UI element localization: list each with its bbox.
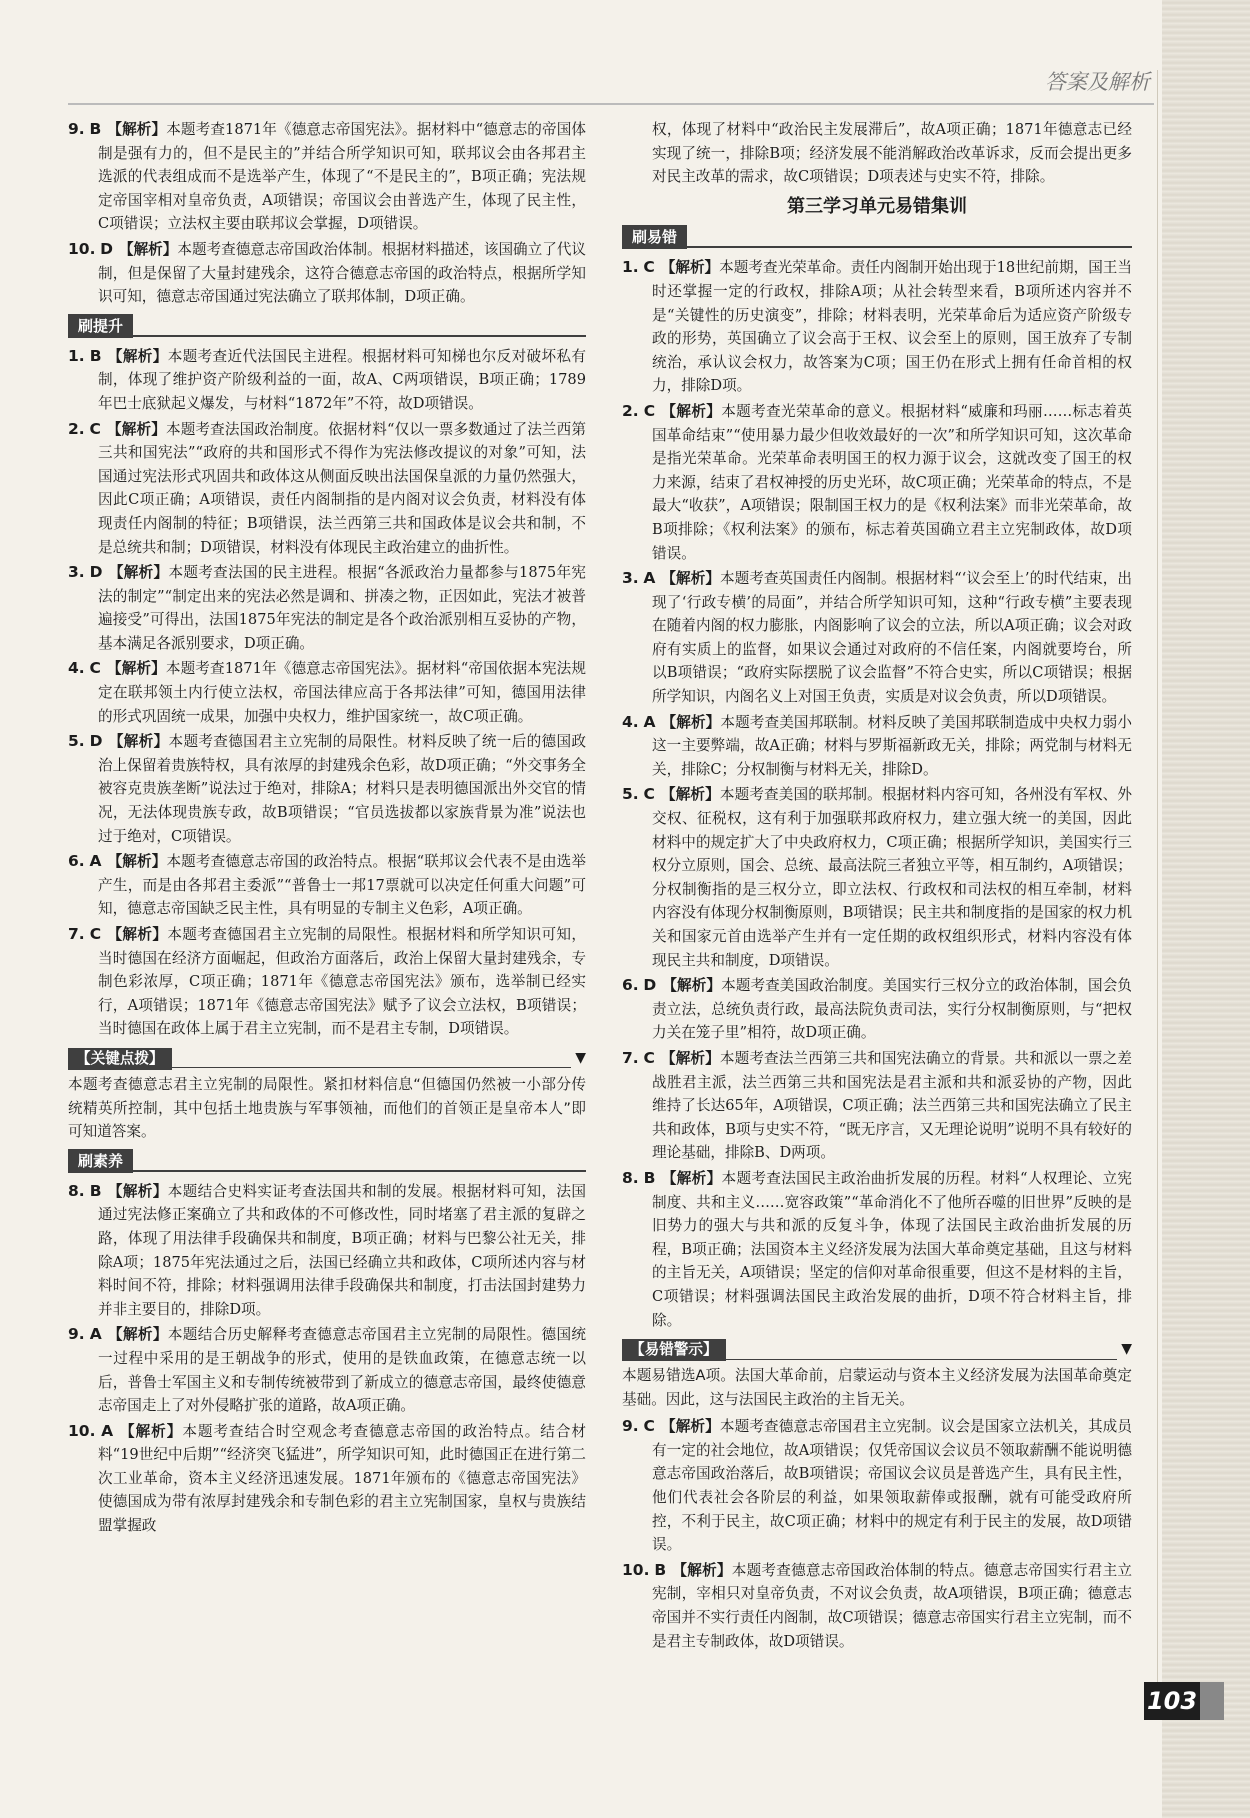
question-number: 8. [68,1181,85,1200]
answer-item [622,711,1132,782]
analysis-tag: 【解析】 [107,347,168,365]
answer-letter: B [89,346,102,365]
answer-letter: A [89,852,102,871]
analysis-tag: 【解析】 [661,402,722,420]
analysis-text: 本题考查法兰西第三共和国宪法确立的背景。共和派以一票之差战胜君主派，法兰西第三共和国宪法是君主派和共和派妥协的产物，因此维持了长达65年，A项错误，C项正确；法兰西第三共和国宪法确立了民主共和政体，B项与史实不符，“既无序言，又无理论说明”说明不具有较好的理论基础，排除B、D两项。 [652,1049,1132,1162]
analysis-tag: 【解析】 [661,1169,722,1187]
header-rule [68,103,1154,105]
question-number: 3. [68,563,85,582]
answer-letter: A [643,712,656,731]
analysis-text: 本题考查法国民主政治曲折发展的历程。材料“人权理论、立宪制度、共和主义……宽容政策”“革命消化不了他所吞噬的旧世界”反映的是旧势力的强大与共和派的反复斗争，体现了法国民主政治曲折发展的历程，B项正确；法国资本主义经济发展为法国大革命奠定基础，且这与材料的主旨无关，A项错误；坚定的信仰对革命很重要，但这不是材料的主旨，C项错误；材料强调法国民主政治发展的曲折，D项不符合材料主旨，排除。 [652,1169,1133,1329]
tip-body-right: 本题易错选A项。法国大革命前，启蒙运动与资本主义经济发展为法国革命奠定基础。因此，这与法国民主政治的主旨无关。 [622,1367,1132,1408]
question-number: 1. [68,346,85,365]
question-number: 7. [68,925,85,943]
section-label: 刷提升 [68,314,133,338]
question-number: 9. [68,1325,85,1344]
tip-label: 【易错警示】 [622,1339,726,1361]
analysis-text: 本题考查德意志帝国政治体制的特点。德意志帝国实行君主立宪制，宰相只对皇帝负责，不对议会负责，故A项错误，B项正确；德意志帝国并不实行责任内阁制，故C项错误；德意志帝国实行君主立宪制，而不是君主专制政体，故D项错误。 [652,1561,1132,1650]
analysis-text: 本题考查德意志帝国君主立宪制。议会是国家立法机关，其成员有一定的社会地位，故A项错误；仅凭帝国议会议员不领取薪酬不能说明德意志帝国政治落后，故B项错误；帝国议会议员是普选产生，具有民主性，他们代表社会各阶层的利益，如果领取薪俸或报酬，就有可能受政府所控，不利于民主，故C项正确；材料中的规定有利于民主的发展，故D项错误。 [652,1418,1132,1554]
analysis-tag: 【解析】 [107,926,168,943]
analysis-tag: 【解析】 [107,1182,168,1200]
analysis-tag: 【解析】 [107,853,167,871]
analysis-tag: 【解析】 [108,564,169,582]
continuation-text: 权，体现了材料中“政治民主发展滞后”，故A项正确；1871年德意志已经实现了统一，排除B项；经济发展不能消解政治改革诉求，反而会提出更多对民主改革的需求，故C项错误；D项表述与史实不符，排除。 [652,121,1132,186]
left-items-1 [68,118,586,309]
answer-letter: B [643,1168,656,1187]
answer-item [622,783,1132,972]
analysis-text: 本题考查光荣革命的意义。根据材料“威廉和玛丽……标志着英国革命结束”“使用暴力最少但收效最好的一次”和所学知识可知，这次革命是指光荣革命。光荣革命表明国王的权力源于议会，这就改变了国王的权力来源，结束了君权神授的历史光环，故C项正确；光荣革命的特点，不是最大“收获”，A项错误；限制国王权力的是《权利法案》而非光荣革命，故B项排除；《权利法案》的颁布，标志着英国确立君主立宪制政体，故D项错误。 [652,402,1132,562]
analysis-tag: 【解析】 [660,1418,720,1436]
answer-letter: A [643,569,656,588]
question-number: 6. [622,976,639,995]
question-number: 10. [622,1560,650,1579]
question-number: 5. [68,732,85,751]
analysis-text: 本题考查1871年《德意志帝国宪法》。据材料中“德意志的帝国体制是强有力的，但不是民主的”并结合所学知识可知，联邦议会由各邦君主选派的代表组成而不是选举产生，体现了“不是民主的”，B项正确；宪法规定帝国宰相对皇帝负责，A项错误；帝国议会由普选产生，体现了民主性，C项错误；立法权主要由联邦议会掌握，D项错误。 [98,121,586,233]
answer-item [622,1047,1132,1165]
analysis-tag: 【解析】 [662,977,722,995]
tip-rule [726,1359,1118,1360]
divider [1157,70,1158,1710]
tip-label: 【关键点拨】 [68,1048,172,1070]
tip-body-left: 本题考查德意志君主立宪制的局限性。紧扣材料信息“但德国仍然被一小部分传统精英所控制，其中包括土地贵族与军事领袖，而他们的首领正是皇帝本人”即可知道答案。 [68,1075,586,1141]
tip-header-right [622,1338,1132,1362]
answer-letter: C [643,258,655,277]
answer-letter: D [89,732,103,751]
section-yicuo [622,224,1132,250]
left-items-2 [68,345,586,1041]
analysis-tag: 【解析】 [661,713,721,731]
analysis-text: 本题考查1871年《德意志帝国宪法》。据材料“帝国依据本宪法规定在联邦领土内行使立法权，帝国法律应高于各邦法律”可知，德国用法律的形式巩固统一成果，加强中央权力，维护国家统一，故C项正确。 [98,660,586,725]
answer-item [68,345,586,416]
answer-letter: D [643,976,657,995]
answer-letter: B [89,120,102,138]
corner-decoration [1200,1682,1224,1720]
answer-item [68,850,586,921]
right-column [622,118,1132,1655]
answer-item [622,1559,1132,1653]
page-number: 103 [1144,1682,1200,1720]
answer-item [622,256,1132,398]
section-tisheng [68,313,586,339]
answer-letter: C [89,659,101,678]
analysis-tag: 【解析】 [106,660,166,678]
right-items-2 [622,1415,1132,1653]
analysis-text: 本题考查近代法国民主进程。根据材料可知梯也尔反对破坏私有制，体现了维护资产阶级利益的一面，故A、C两项错误，B项正确；1789年巴士底狱起义爆发，与材料“1872年”不符，故D项错误。 [98,347,586,412]
answer-item [68,561,586,655]
section-rule [687,246,1132,248]
answer-item [68,1420,586,1538]
answer-item [68,1323,586,1417]
section-rule [133,1170,586,1172]
tip-rule [172,1067,572,1068]
triangle-down-icon: ▼ [575,1050,586,1067]
analysis-text: 本题考查美国的联邦制。根据材料内容可知，各州没有军权、外交权、征税权，这有利于加强联邦政府权力，建立强大统一的美国，因此材料中的规定扩大了中央政府权力，C项正确；根据所学知识，美国实行三权分立原则，国会、总统、最高法院三者独立平等，相互制约，A项错误；分权制衡指的是三权分立，即立法权、行政权和司法权的相互牵制，材料内容没有体现分权制衡原则，B项错误；民主共和制度指的是国家的权力机关和国家元首由选举产生并有一定任期的政权组织形式，材料内容没有体现民主共和制度，D项错误。 [652,786,1132,969]
question-number: 3. [622,569,639,588]
answer-letter: C [643,401,656,420]
answer-item [68,118,586,236]
question-number: 7. [622,1048,639,1067]
answer-letter: C [643,1048,655,1067]
answer-letter: C [89,925,102,943]
answer-letter: C [89,419,101,438]
analysis-tag: 【解析】 [118,240,178,258]
analysis-text: 本题考查德意志帝国政治体制。根据材料描述，该国确立了代议制，但是保留了大量封建残余，这符合德意志帝国的政治特点，根据所学知识可知，德意志帝国通过宪法确立了联邦体制，D项正确。 [98,240,587,306]
answer-letter: C [643,785,655,804]
analysis-tag: 【解析】 [119,1422,183,1440]
question-number: 2. [622,401,639,420]
answer-letter: D [89,563,103,582]
analysis-tag: 【解析】 [107,1326,168,1344]
analysis-tag: 【解析】 [660,259,720,277]
answer-letter: A [89,1325,102,1344]
answer-item [68,238,586,309]
question-number: 10. [68,1421,96,1440]
right-items-1 [622,256,1132,1332]
question-number: 4. [622,712,639,731]
analysis-text: 本题结合历史解释考查德意志帝国君主立宪制的局限性。德国统一过程中采用的是王朝战争的形式，使用的是铁血政策，在德意志统一以后，普鲁士军国主义和专制传统被带到了新成立的德意志帝国，最终使德意志帝国走上了对外侵略扩张的道路，故A项正确。 [98,1326,586,1415]
question-number: 9. [622,1417,639,1436]
question-number: 10. [68,239,96,258]
analysis-tag: 【解析】 [106,420,166,438]
answer-letter: D [100,239,113,258]
answer-item [622,974,1132,1045]
section-rule [133,335,586,337]
answer-letter: B [89,1181,102,1200]
analysis-text: 本题考查美国邦联制。材料反映了美国邦联制造成中央权力弱小这一主要弊端，故A正确；材料与罗斯福新政无关，排除；两党制与材料无关，排除C；分权制衡与材料无关，排除D。 [652,713,1132,778]
question-number: 9. [68,120,85,138]
analysis-tag: 【解析】 [660,786,720,804]
decorative-border [1162,0,1250,1818]
triangle-down-icon: ▼ [1121,1341,1132,1358]
answer-item [622,567,1132,709]
left-column [68,118,586,1540]
analysis-text: 本题考查法国的民主进程。根据“各派政治力量都参与1875年宪法的制定”“制定出来的宪法必然是调和、拼凑之物，正因如此，宪法才被普遍接受”可得出，法国1875年宪法的制定是各个政治派别相互妥协的产物，基本满足各派别要求，D项正确。 [98,564,586,652]
analysis-text: 本题考查光荣革命。责任内阁制开始出现于18世纪前期，国王当时还掌握一定的行政权，排除A项；从社会转型来看，B项所述内容并不是“关键性的历史演变”，排除；材料表明，光荣革命后为适应资产阶级专政的形势，英国确立了议会高于王权、议会至上的原则，国王放弃了专制统治，承认议会权力，故答案为C项；国王仍在形式上拥有任命首相的权力，排除D项。 [652,259,1132,395]
section-suyang [68,1148,586,1174]
answer-item [68,657,586,728]
question-number: 5. [622,785,639,804]
answer-item [68,418,586,560]
tip-header-left [68,1047,586,1071]
answer-item [622,1167,1132,1332]
analysis-text: 本题考查法国政治制度。依据材料“仅以一票多数通过了法兰西第三共和国宪法”“政府的共和国形式不得作为宪法修改提议的对象”可知，法国通过宪法形式巩固共和政体这从侧面反映出法国保皇派的力量仍然强大，因此C项正确；A项错误，责任内阁制指的是内阁对议会负责，材料没有体现责任内阁制的特征；B项错误，法兰西第三共和国政体是议会共和制，不是总统共和制；D项错误，材料没有体现民主政治建立的曲折性。 [98,420,586,556]
answer-item [68,923,586,1041]
answer-item [68,730,586,848]
analysis-tag: 【解析】 [672,1561,732,1579]
analysis-text: 本题结合史料实证考查法国共和制的发展。根据材料可知，法国通过宪法修正案确立了共和政体的不可修改性，同时堵塞了君主派的复辟之路，体现了用法律手段确保共和制度，B项正确；材料与巴黎公社无关，排除A项；1875年宪法通过之后，法国已经确立共和政体，C项所述内容与材料时间不符，排除；材料强调用法律手段确保共和制度，打击法国封建势力并非主要目的，排除D项。 [98,1182,586,1318]
analysis-text: 本题考查美国政治制度。美国实行三权分立的政治体制，国会负责立法，总统负责行政，最高法院负责司法，实行分权制衡原则，与“把权力关在笼子里”相符，故D项正确。 [652,977,1132,1042]
question-number: 2. [68,419,85,438]
question-number: 4. [68,659,85,678]
question-number: 8. [622,1168,639,1187]
analysis-text: 本题考查德国君主立宪制的局限性。材料反映了统一后的德国政治上保留着贵族特权，具有浓厚的封建残余色彩，故D项正确；“外交事务全被容克贵族垄断”说法过于绝对，排除A；材料只是表明德国派出外交官的情况，无法体现贵族专政，故B项错误；“官员选拔都以家族背景为准”说法也过于绝对，C项错误。 [98,733,586,845]
analysis-text: 本题考查德国君主立宪制的局限性。根据材料和所学知识可知，当时德国在经济方面崛起，但政治方面落后，政治上保留大量封建残余，专制色彩浓厚，C项正确；1871年《德意志帝国宪法》颁布，选举制已经实行，A项错误；1871年《德意志帝国宪法》赋予了议会立法权，B项错误；当时德国在政体上属于君主立宪制，而不是君主专制，D项错误。 [98,926,586,1038]
answer-item [622,400,1132,565]
analysis-tag: 【解析】 [661,570,720,588]
analysis-text: 本题考查英国责任内阁制。根据材料“‘议会至上’的时代结束，出现了‘行政专横’的局面”，并结合所学知识可知，这种“行政专横”主要表现在随着内阁的权力膨胀，内阁影响了议会的立法，所以A项正确；议会对政府有实质上的监督，如果议会通过对政府的不信任案，内阁就要垮台，所以B项错误；“政府实际摆脱了议会监督”不符合史实，所以C项错误；根据所学知识，内阁名义上对国王负责，实质是对议会负责，所以D项错误。 [652,570,1132,706]
analysis-tag: 【解析】 [660,1049,720,1067]
left-items-3 [68,1180,586,1538]
answer-letter: A [101,1421,114,1440]
unit-title: 第三学习单元易错集训 [787,195,967,217]
section-label: 刷素养 [68,1149,133,1173]
answer-item [68,1180,586,1322]
analysis-text: 本题考查德意志帝国的政治特点。根据“联邦议会代表不是由选举产生，而是由各邦君主委派”“普鲁士一邦17票就可以决定任何重大问题”可知，德意志帝国缺乏民主性，具有明显的专制主义色彩，A项正确。 [98,853,586,918]
question-number: 6. [68,852,85,871]
answer-letter: B [654,1560,667,1579]
header-title: 答案及解析 [1045,70,1150,94]
answer-letter: C [643,1417,655,1436]
analysis-tag: 【解析】 [108,733,169,751]
analysis-tag: 【解析】 [107,121,167,138]
section-label: 刷易错 [622,225,687,249]
analysis-text: 本题考查结合时空观念考查德意志帝国的政治特点。结合材料“19世纪中后期”“经济突飞猛进”，所学知识可知，此时德国正在进行第二次工业革命，资本主义经济迅速发展。1871年颁布的《德意志帝国宪法》使德国成为带有浓厚封建残余和专制色彩的君主立宪制国家，皇权与贵族结盟掌握政 [98,1422,586,1535]
answer-item [622,1415,1132,1557]
question-number: 1. [622,258,639,277]
